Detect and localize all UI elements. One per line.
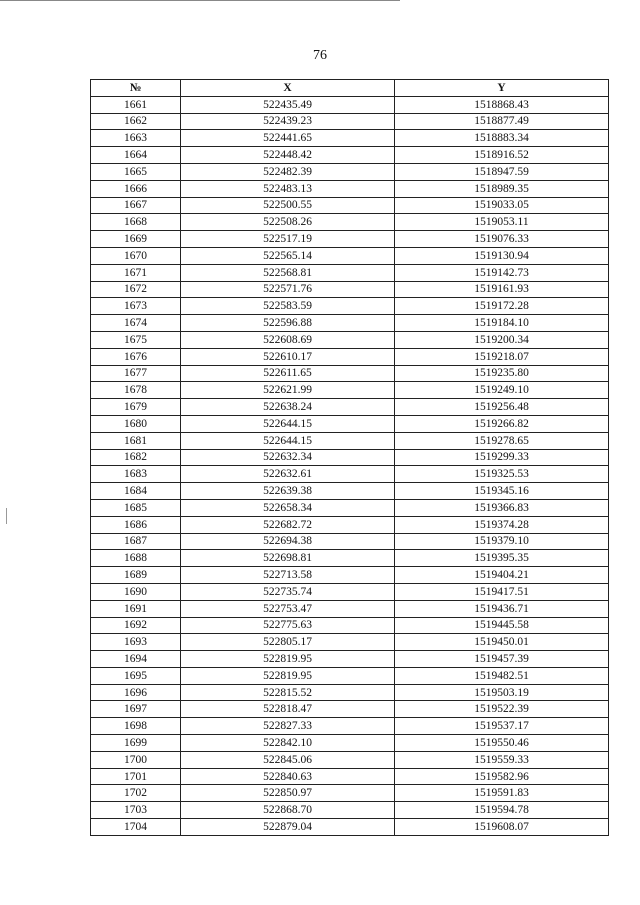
table-row — [91, 516, 609, 533]
y-coordinate-cell: 1519184.10 — [395, 315, 609, 332]
x-coordinate-cell: 522818.47 — [181, 701, 395, 718]
x-coordinate-cell: 522850.97 — [181, 785, 395, 802]
point-number-cell: 1678 — [91, 382, 181, 399]
y-coordinate-cell: 1519457.39 — [395, 651, 609, 668]
table-row — [91, 432, 609, 449]
y-coordinate-cell: 1519076.33 — [395, 231, 609, 248]
table-row — [91, 718, 609, 735]
point-number-cell: 1676 — [91, 348, 181, 365]
x-coordinate-cell: 522694.38 — [181, 533, 395, 550]
y-coordinate-cell: 1519033.05 — [395, 197, 609, 214]
y-coordinate-cell: 1519379.10 — [395, 533, 609, 550]
y-coordinate-cell: 1519172.28 — [395, 298, 609, 315]
y-coordinate-cell: 1519325.53 — [395, 466, 609, 483]
point-number-cell: 1680 — [91, 415, 181, 432]
table-header-row — [91, 80, 609, 97]
x-coordinate-cell: 522448.42 — [181, 147, 395, 164]
y-coordinate-cell: 1518989.35 — [395, 180, 609, 197]
point-number-cell: 1671 — [91, 264, 181, 281]
y-coordinate-cell: 1519591.83 — [395, 785, 609, 802]
table-row — [91, 331, 609, 348]
table-row — [91, 180, 609, 197]
x-coordinate-cell: 522608.69 — [181, 331, 395, 348]
table-row — [91, 382, 609, 399]
x-coordinate-cell: 522840.63 — [181, 768, 395, 785]
x-coordinate-cell: 522632.61 — [181, 466, 395, 483]
point-number-cell: 1699 — [91, 735, 181, 752]
table-row — [91, 684, 609, 701]
point-number-cell: 1687 — [91, 533, 181, 550]
table-row — [91, 667, 609, 684]
x-coordinate-cell: 522638.24 — [181, 399, 395, 416]
y-coordinate-cell: 1519345.16 — [395, 483, 609, 500]
table-row — [91, 651, 609, 668]
x-coordinate-cell: 522868.70 — [181, 802, 395, 819]
table-row — [91, 163, 609, 180]
table-row — [91, 567, 609, 584]
y-coordinate-cell: 1519537.17 — [395, 718, 609, 735]
point-number-cell: 1688 — [91, 550, 181, 567]
point-number-cell: 1667 — [91, 197, 181, 214]
x-coordinate-cell: 522568.81 — [181, 264, 395, 281]
header-x: X — [181, 80, 395, 97]
y-coordinate-cell: 1519503.19 — [395, 684, 609, 701]
table-row — [91, 634, 609, 651]
table-row — [91, 533, 609, 550]
y-coordinate-cell: 1519235.80 — [395, 365, 609, 382]
x-coordinate-cell: 522441.65 — [181, 130, 395, 147]
point-number-cell: 1684 — [91, 483, 181, 500]
table-row — [91, 583, 609, 600]
x-coordinate-cell: 522819.95 — [181, 667, 395, 684]
table-row — [91, 231, 609, 248]
x-coordinate-cell: 522735.74 — [181, 583, 395, 600]
table-row — [91, 113, 609, 130]
point-number-cell: 1661 — [91, 96, 181, 113]
y-coordinate-cell: 1519161.93 — [395, 281, 609, 298]
table-row — [91, 298, 609, 315]
y-coordinate-cell: 1519559.33 — [395, 751, 609, 768]
table-row — [91, 96, 609, 113]
y-coordinate-cell: 1518883.34 — [395, 130, 609, 147]
point-number-cell: 1694 — [91, 651, 181, 668]
table-row — [91, 701, 609, 718]
margin-mark — [6, 508, 7, 524]
y-coordinate-cell: 1518868.43 — [395, 96, 609, 113]
point-number-cell: 1679 — [91, 399, 181, 416]
table-row — [91, 499, 609, 516]
table-row — [91, 348, 609, 365]
table-row — [91, 147, 609, 164]
x-coordinate-cell: 522611.65 — [181, 365, 395, 382]
y-coordinate-cell: 1519366.83 — [395, 499, 609, 516]
point-number-cell: 1665 — [91, 163, 181, 180]
x-coordinate-cell: 522435.49 — [181, 96, 395, 113]
x-coordinate-cell: 522658.34 — [181, 499, 395, 516]
point-number-cell: 1695 — [91, 667, 181, 684]
table-row — [91, 197, 609, 214]
table-row — [91, 281, 609, 298]
point-number-cell: 1663 — [91, 130, 181, 147]
table-row — [91, 315, 609, 332]
point-number-cell: 1681 — [91, 432, 181, 449]
y-coordinate-cell: 1519299.33 — [395, 449, 609, 466]
point-number-cell: 1697 — [91, 701, 181, 718]
point-number-cell: 1691 — [91, 600, 181, 617]
y-coordinate-cell: 1519522.39 — [395, 701, 609, 718]
x-coordinate-cell: 522632.34 — [181, 449, 395, 466]
table-row — [91, 214, 609, 231]
y-coordinate-cell: 1518877.49 — [395, 113, 609, 130]
table-row — [91, 415, 609, 432]
top-rule — [0, 0, 400, 1]
header-y: Y — [395, 80, 609, 97]
point-number-cell: 1701 — [91, 768, 181, 785]
point-number-cell: 1682 — [91, 449, 181, 466]
x-coordinate-cell: 522644.15 — [181, 432, 395, 449]
x-coordinate-cell: 522827.33 — [181, 718, 395, 735]
x-coordinate-cell: 522775.63 — [181, 617, 395, 634]
table-row — [91, 365, 609, 382]
x-coordinate-cell: 522483.13 — [181, 180, 395, 197]
y-coordinate-cell: 1519395.35 — [395, 550, 609, 567]
table-row — [91, 466, 609, 483]
y-coordinate-cell: 1519550.46 — [395, 735, 609, 752]
y-coordinate-cell: 1519436.71 — [395, 600, 609, 617]
x-coordinate-cell: 522508.26 — [181, 214, 395, 231]
point-number-cell: 1677 — [91, 365, 181, 382]
point-number-cell: 1696 — [91, 684, 181, 701]
point-number-cell: 1664 — [91, 147, 181, 164]
x-coordinate-cell: 522819.95 — [181, 651, 395, 668]
page-number: 76 — [313, 48, 327, 63]
point-number-cell: 1666 — [91, 180, 181, 197]
y-coordinate-cell: 1519053.11 — [395, 214, 609, 231]
point-number-cell: 1673 — [91, 298, 181, 315]
point-number-cell: 1704 — [91, 819, 181, 836]
coordinates-table — [90, 79, 609, 836]
x-coordinate-cell: 522713.58 — [181, 567, 395, 584]
x-coordinate-cell: 522610.17 — [181, 348, 395, 365]
point-number-cell: 1700 — [91, 751, 181, 768]
point-number-cell: 1675 — [91, 331, 181, 348]
x-coordinate-cell: 522805.17 — [181, 634, 395, 651]
point-number-cell: 1693 — [91, 634, 181, 651]
table-row — [91, 819, 609, 836]
y-coordinate-cell: 1519417.51 — [395, 583, 609, 600]
y-coordinate-cell: 1519218.07 — [395, 348, 609, 365]
table-row — [91, 264, 609, 281]
table-row — [91, 751, 609, 768]
table-row — [91, 617, 609, 634]
point-number-cell: 1683 — [91, 466, 181, 483]
table-row — [91, 130, 609, 147]
point-number-cell: 1669 — [91, 231, 181, 248]
point-number-cell: 1703 — [91, 802, 181, 819]
table-row — [91, 735, 609, 752]
point-number-cell: 1662 — [91, 113, 181, 130]
x-coordinate-cell: 522439.23 — [181, 113, 395, 130]
point-number-cell: 1686 — [91, 516, 181, 533]
table-row — [91, 802, 609, 819]
y-coordinate-cell: 1519445.58 — [395, 617, 609, 634]
table-row — [91, 399, 609, 416]
table-row — [91, 247, 609, 264]
y-coordinate-cell: 1519374.28 — [395, 516, 609, 533]
y-coordinate-cell: 1519256.48 — [395, 399, 609, 416]
y-coordinate-cell: 1519266.82 — [395, 415, 609, 432]
x-coordinate-cell: 522682.72 — [181, 516, 395, 533]
y-coordinate-cell: 1519594.78 — [395, 802, 609, 819]
y-coordinate-cell: 1518916.52 — [395, 147, 609, 164]
x-coordinate-cell: 522500.55 — [181, 197, 395, 214]
header-number: № — [91, 80, 181, 97]
x-coordinate-cell: 522845.06 — [181, 751, 395, 768]
table-row — [91, 550, 609, 567]
point-number-cell: 1685 — [91, 499, 181, 516]
point-number-cell: 1670 — [91, 247, 181, 264]
y-coordinate-cell: 1519404.21 — [395, 567, 609, 584]
table-row — [91, 483, 609, 500]
x-coordinate-cell: 522698.81 — [181, 550, 395, 567]
x-coordinate-cell: 522815.52 — [181, 684, 395, 701]
table-row — [91, 785, 609, 802]
y-coordinate-cell: 1519200.34 — [395, 331, 609, 348]
x-coordinate-cell: 522571.76 — [181, 281, 395, 298]
x-coordinate-cell: 522879.04 — [181, 819, 395, 836]
y-coordinate-cell: 1519130.94 — [395, 247, 609, 264]
x-coordinate-cell: 522621.99 — [181, 382, 395, 399]
y-coordinate-cell: 1519482.51 — [395, 667, 609, 684]
x-coordinate-cell: 522644.15 — [181, 415, 395, 432]
point-number-cell: 1672 — [91, 281, 181, 298]
y-coordinate-cell: 1519142.73 — [395, 264, 609, 281]
y-coordinate-cell: 1519450.01 — [395, 634, 609, 651]
x-coordinate-cell: 522583.59 — [181, 298, 395, 315]
x-coordinate-cell: 522596.88 — [181, 315, 395, 332]
x-coordinate-cell: 522639.38 — [181, 483, 395, 500]
y-coordinate-cell: 1518947.59 — [395, 163, 609, 180]
x-coordinate-cell: 522565.14 — [181, 247, 395, 264]
point-number-cell: 1674 — [91, 315, 181, 332]
y-coordinate-cell: 1519249.10 — [395, 382, 609, 399]
x-coordinate-cell: 522517.19 — [181, 231, 395, 248]
table-row — [91, 600, 609, 617]
x-coordinate-cell: 522482.39 — [181, 163, 395, 180]
y-coordinate-cell: 1519608.07 — [395, 819, 609, 836]
y-coordinate-cell: 1519278.65 — [395, 432, 609, 449]
point-number-cell: 1689 — [91, 567, 181, 584]
point-number-cell: 1690 — [91, 583, 181, 600]
point-number-cell: 1698 — [91, 718, 181, 735]
y-coordinate-cell: 1519582.96 — [395, 768, 609, 785]
table-row — [91, 449, 609, 466]
table-row — [91, 768, 609, 785]
x-coordinate-cell: 522753.47 — [181, 600, 395, 617]
point-number-cell: 1702 — [91, 785, 181, 802]
point-number-cell: 1692 — [91, 617, 181, 634]
x-coordinate-cell: 522842.10 — [181, 735, 395, 752]
point-number-cell: 1668 — [91, 214, 181, 231]
